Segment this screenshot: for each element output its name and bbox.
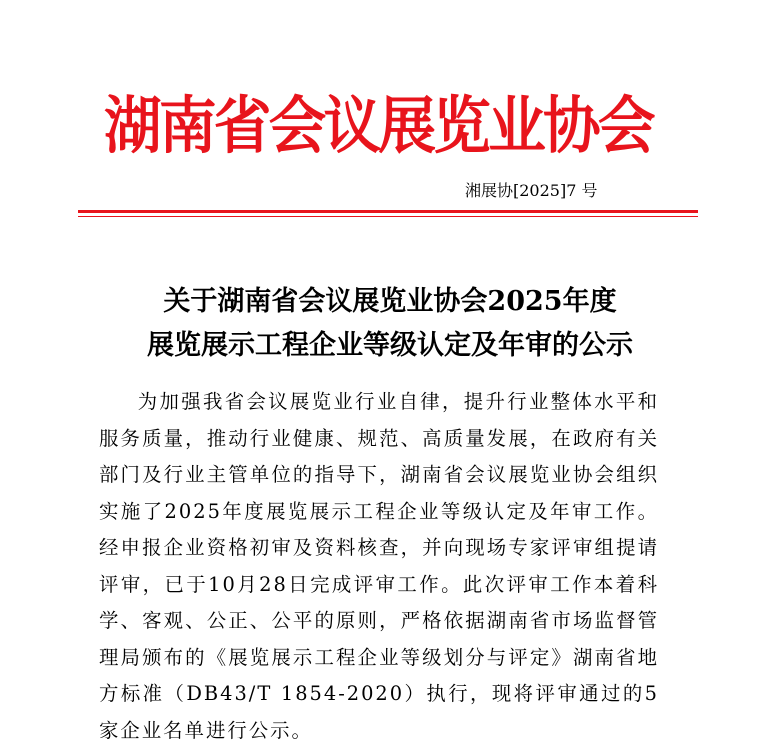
notice-title-line-2: 展览展示工程企业等级认定及年审的公示 (147, 330, 633, 361)
document-number: 湘展协[2025]7 号 (465, 181, 598, 200)
notice-body-paragraph: 为加强我省会议展览业行业自律，提升行业整体水平和服务质量，推动行业健康、规范、高质量发展，在政府有关部门及行业主管单位的指导下，湖南省会议展览业协会组织实施了2025年度展览展示工程企业等级认定及年审工作。经申报企业资格初审及资料核查，并向现场专家评审组提请评审，已于10月28日完成评审工作。此次评审工作本着科学、客观、公正、公平的原则，严格依据湖南省市场监督管理局颁布的《展览展示工程企业等级划分与评定》湖南省地方标准（DB43/T 1854-2020）执行，现将评审通过的5家企业名单进行公示。 (99, 390, 659, 742)
letterhead-rule-thin (78, 216, 698, 217)
org-letterhead-title: 湖南省会议展览业协会 (104, 89, 653, 162)
letterhead-rule-thick (78, 210, 698, 213)
notice-title-line-1: 关于湖南省会议展览业协会2025年度 (163, 286, 617, 317)
